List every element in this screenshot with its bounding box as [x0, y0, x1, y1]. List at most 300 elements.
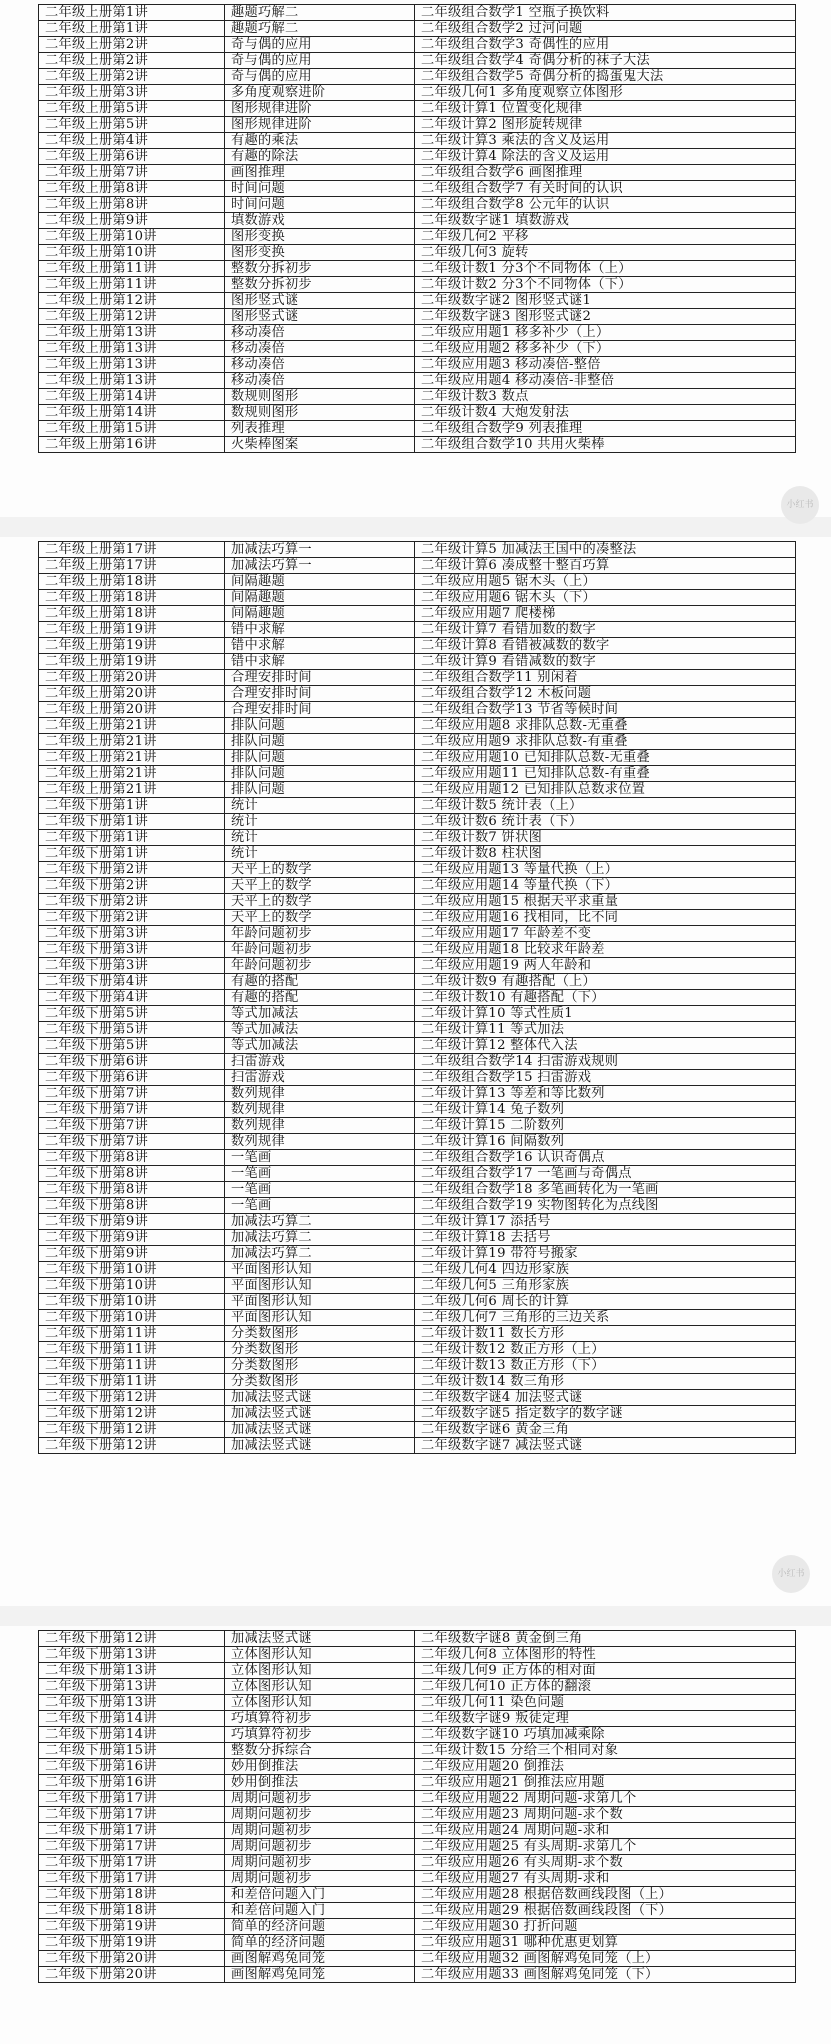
module-cell: 二年级数字谜9 叛徒定理: [415, 1711, 796, 1727]
table-row: [39, 165, 796, 181]
table-row: [39, 197, 796, 213]
grade-lecture-cell: 二年级下册第17讲: [39, 1791, 225, 1807]
module-cell: 二年级应用题29 根据倍数画线段图（下）: [415, 1903, 796, 1919]
topic-cell: 数列规律: [225, 1086, 415, 1102]
topic-cell: 图形规律进阶: [225, 117, 415, 133]
grade-lecture-cell: 二年级下册第11讲: [39, 1342, 225, 1358]
grade-lecture-cell: 二年级下册第15讲: [39, 1743, 225, 1759]
table-row: [39, 718, 796, 734]
module-cell: 二年级几何11 染色问题: [415, 1695, 796, 1711]
table-row: [39, 830, 796, 846]
grade-lecture-cell: 二年级下册第13讲: [39, 1679, 225, 1695]
table-row: [39, 1326, 796, 1342]
module-cell: 二年级组合数学10 共用火柴棒: [415, 437, 796, 453]
module-cell: 二年级计数3 数点: [415, 389, 796, 405]
grade-lecture-cell: 二年级上册第1讲: [39, 5, 225, 21]
module-cell: 二年级计数15 分给三个相同对象: [415, 1743, 796, 1759]
topic-cell: 周期问题初步: [225, 1791, 415, 1807]
table-row: [39, 325, 796, 341]
module-cell: 二年级应用题5 锯木头（上）: [415, 574, 796, 590]
table-row: [39, 1711, 796, 1727]
table-row: [39, 846, 796, 862]
grade-lecture-cell: 二年级上册第21讲: [39, 718, 225, 734]
topic-cell: 错中求解: [225, 638, 415, 654]
table-row: [39, 1823, 796, 1839]
module-cell: 二年级组合数学9 列表推理: [415, 421, 796, 437]
table-row: [39, 894, 796, 910]
grade-lecture-cell: 二年级上册第10讲: [39, 229, 225, 245]
grade-lecture-cell: 二年级下册第3讲: [39, 958, 225, 974]
module-cell: 二年级应用题16 找相同，比不同: [415, 910, 796, 926]
grade-lecture-cell: 二年级下册第18讲: [39, 1903, 225, 1919]
grade-lecture-cell: 二年级下册第19讲: [39, 1919, 225, 1935]
table-row: [39, 1086, 796, 1102]
module-cell: 二年级应用题28 根据倍数画线段图（上）: [415, 1887, 796, 1903]
topic-cell: 加减法巧算二: [225, 1214, 415, 1230]
grade-lecture-cell: 二年级下册第2讲: [39, 910, 225, 926]
topic-cell: 图形规律进阶: [225, 101, 415, 117]
module-cell: 二年级数字谜1 填数游戏: [415, 213, 796, 229]
topic-cell: 分类数图形: [225, 1326, 415, 1342]
topic-cell: 填数游戏: [225, 213, 415, 229]
table-row: [39, 1198, 796, 1214]
module-cell: 二年级应用题13 等量代换（上）: [415, 862, 796, 878]
topic-cell: 统计: [225, 846, 415, 862]
table-row: [39, 1278, 796, 1294]
topic-cell: 年龄问题初步: [225, 942, 415, 958]
grade-lecture-cell: 二年级上册第6讲: [39, 149, 225, 165]
grade-lecture-cell: 二年级上册第1讲: [39, 21, 225, 37]
grade-lecture-cell: 二年级下册第20讲: [39, 1951, 225, 1967]
grade-lecture-cell: 二年级下册第10讲: [39, 1262, 225, 1278]
lesson-table: [38, 541, 796, 1454]
table-row: [39, 437, 796, 453]
table-row: [39, 1807, 796, 1823]
topic-cell: 分类数图形: [225, 1342, 415, 1358]
module-cell: 二年级计算13 等差和等比数列: [415, 1086, 796, 1102]
table-row: [39, 1727, 796, 1743]
module-cell: 二年级组合数学1 空瓶子换饮料: [415, 5, 796, 21]
module-cell: 二年级计算1 位置变化规律: [415, 101, 796, 117]
table-row: [39, 1855, 796, 1871]
table-row: [39, 1054, 796, 1070]
module-cell: 二年级应用题32 画图解鸡兔同笼（上）: [415, 1951, 796, 1967]
module-cell: 二年级几何3 旋转: [415, 245, 796, 261]
grade-lecture-cell: 二年级下册第9讲: [39, 1246, 225, 1262]
module-cell: 二年级组合数学17 一笔画与奇偶点: [415, 1166, 796, 1182]
table-row: [39, 357, 796, 373]
table-row: [39, 1647, 796, 1663]
topic-cell: 排队问题: [225, 750, 415, 766]
grade-lecture-cell: 二年级上册第12讲: [39, 293, 225, 309]
grade-lecture-cell: 二年级下册第9讲: [39, 1214, 225, 1230]
topic-cell: 立体图形认知: [225, 1695, 415, 1711]
grade-lecture-cell: 二年级下册第7讲: [39, 1118, 225, 1134]
module-cell: 二年级计算15 二阶数列: [415, 1118, 796, 1134]
module-cell: 二年级几何1 多角度观察立体图形: [415, 85, 796, 101]
module-cell: 二年级计算3 乘法的含义及运用: [415, 133, 796, 149]
grade-lecture-cell: 二年级下册第2讲: [39, 862, 225, 878]
table-row: [39, 1631, 796, 1647]
table-row: [39, 1438, 796, 1454]
grade-lecture-cell: 二年级上册第5讲: [39, 117, 225, 133]
grade-lecture-cell: 二年级下册第5讲: [39, 1022, 225, 1038]
grade-lecture-cell: 二年级上册第13讲: [39, 373, 225, 389]
table-row: [39, 1871, 796, 1887]
module-cell: 二年级应用题21 倒推法应用题: [415, 1775, 796, 1791]
table-row: [39, 1230, 796, 1246]
table-row: [39, 1342, 796, 1358]
grade-lecture-cell: 二年级上册第21讲: [39, 766, 225, 782]
module-cell: 二年级应用题26 有头周期-求个数: [415, 1855, 796, 1871]
module-cell: 二年级组合数学2 过河问题: [415, 21, 796, 37]
module-cell: 二年级组合数学18 多笔画转化为一笔画: [415, 1182, 796, 1198]
topic-cell: 一笔画: [225, 1182, 415, 1198]
table-row: [39, 686, 796, 702]
grade-lecture-cell: 二年级上册第20讲: [39, 702, 225, 718]
table-row: [39, 814, 796, 830]
table-row: [39, 798, 796, 814]
module-cell: 二年级组合数学14 扫雷游戏规则: [415, 1054, 796, 1070]
topic-cell: 年龄问题初步: [225, 958, 415, 974]
grade-lecture-cell: 二年级下册第12讲: [39, 1422, 225, 1438]
table-row: [39, 1422, 796, 1438]
grade-lecture-cell: 二年级上册第8讲: [39, 181, 225, 197]
grade-lecture-cell: 二年级上册第13讲: [39, 357, 225, 373]
table-row: [39, 213, 796, 229]
module-cell: 二年级计数7 饼状图: [415, 830, 796, 846]
topic-cell: 分类数图形: [225, 1358, 415, 1374]
module-cell: 二年级应用题27 有头周期-求和: [415, 1871, 796, 1887]
topic-cell: 移动凑倍: [225, 325, 415, 341]
table-row: [39, 1214, 796, 1230]
topic-cell: 错中求解: [225, 654, 415, 670]
grade-lecture-cell: 二年级上册第11讲: [39, 261, 225, 277]
module-cell: 二年级计算9 看错减数的数字: [415, 654, 796, 670]
table-row: [39, 1262, 796, 1278]
module-cell: 二年级计算8 看错被减数的数字: [415, 638, 796, 654]
topic-cell: 加减法竖式谜: [225, 1390, 415, 1406]
lesson-table: [38, 1630, 796, 1983]
grade-lecture-cell: 二年级上册第16讲: [39, 437, 225, 453]
grade-lecture-cell: 二年级下册第12讲: [39, 1631, 225, 1647]
table-row: [39, 1374, 796, 1390]
xiaohongshu-watermark: 小红书: [781, 486, 819, 524]
table-row: [39, 1903, 796, 1919]
module-cell: 二年级计算10 等式性质1: [415, 1006, 796, 1022]
grade-lecture-cell: 二年级上册第17讲: [39, 558, 225, 574]
table-row: [39, 1390, 796, 1406]
table-row: [39, 1102, 796, 1118]
module-cell: 二年级组合数学7 有关时间的认识: [415, 181, 796, 197]
module-cell: 二年级几何10 正方体的翻滚: [415, 1679, 796, 1695]
table-section-1: [38, 4, 795, 453]
table-row: [39, 1358, 796, 1374]
topic-cell: 加减法巧算二: [225, 1230, 415, 1246]
module-cell: 二年级应用题9 求排队总数-有重叠: [415, 734, 796, 750]
grade-lecture-cell: 二年级上册第3讲: [39, 85, 225, 101]
grade-lecture-cell: 二年级下册第14讲: [39, 1711, 225, 1727]
topic-cell: 整数分拆初步: [225, 277, 415, 293]
topic-cell: 简单的经济问题: [225, 1935, 415, 1951]
topic-cell: 数规则图形: [225, 389, 415, 405]
topic-cell: 等式加减法: [225, 1022, 415, 1038]
grade-lecture-cell: 二年级下册第11讲: [39, 1326, 225, 1342]
module-cell: 二年级应用题12 已知排队总数求位置: [415, 782, 796, 798]
module-cell: 二年级计算5 加减法王国中的凑整法: [415, 542, 796, 558]
topic-cell: 时间问题: [225, 197, 415, 213]
topic-cell: 移动凑倍: [225, 341, 415, 357]
module-cell: 二年级应用题23 周期问题-求个数: [415, 1807, 796, 1823]
grade-lecture-cell: 二年级下册第10讲: [39, 1278, 225, 1294]
topic-cell: 奇与偶的应用: [225, 69, 415, 85]
table-row: [39, 1406, 796, 1422]
module-cell: 二年级应用题10 已知排队总数-无重叠: [415, 750, 796, 766]
topic-cell: 和差倍问题入门: [225, 1887, 415, 1903]
topic-cell: 趣题巧解二: [225, 21, 415, 37]
grade-lecture-cell: 二年级上册第18讲: [39, 606, 225, 622]
topic-cell: 妙用倒推法: [225, 1775, 415, 1791]
grade-lecture-cell: 二年级下册第1讲: [39, 798, 225, 814]
table-row: [39, 229, 796, 245]
grade-lecture-cell: 二年级下册第7讲: [39, 1102, 225, 1118]
topic-cell: 排队问题: [225, 782, 415, 798]
topic-cell: 平面图形认知: [225, 1278, 415, 1294]
grade-lecture-cell: 二年级下册第3讲: [39, 942, 225, 958]
grade-lecture-cell: 二年级下册第19讲: [39, 1935, 225, 1951]
module-cell: 二年级数字谜10 巧填加减乘除: [415, 1727, 796, 1743]
module-cell: 二年级应用题11 已知排队总数-有重叠: [415, 766, 796, 782]
topic-cell: 有趣的乘法: [225, 133, 415, 149]
table-row: [39, 293, 796, 309]
topic-cell: 移动凑倍: [225, 373, 415, 389]
module-cell: 二年级计算6 凑成整十整百巧算: [415, 558, 796, 574]
module-cell: 二年级几何5 三角形家族: [415, 1278, 796, 1294]
module-cell: 二年级应用题30 打折问题: [415, 1919, 796, 1935]
grade-lecture-cell: 二年级上册第10讲: [39, 245, 225, 261]
lesson-table: [38, 4, 796, 453]
table-row: [39, 149, 796, 165]
topic-cell: 数列规律: [225, 1102, 415, 1118]
table-row: [39, 1022, 796, 1038]
section-gap: [0, 517, 831, 537]
grade-lecture-cell: 二年级下册第1讲: [39, 814, 225, 830]
topic-cell: 有趣的搭配: [225, 990, 415, 1006]
grade-lecture-cell: 二年级下册第17讲: [39, 1807, 225, 1823]
table-row: [39, 622, 796, 638]
table-row: [39, 85, 796, 101]
table-row: [39, 69, 796, 85]
topic-cell: 奇与偶的应用: [225, 37, 415, 53]
grade-lecture-cell: 二年级下册第8讲: [39, 1166, 225, 1182]
table-row: [39, 1775, 796, 1791]
module-cell: 二年级组合数学8 公元年的认识: [415, 197, 796, 213]
topic-cell: 多角度观察进阶: [225, 85, 415, 101]
topic-cell: 数列规律: [225, 1134, 415, 1150]
topic-cell: 周期问题初步: [225, 1807, 415, 1823]
module-cell: 二年级计数13 数正方形（下）: [415, 1358, 796, 1374]
grade-lecture-cell: 二年级下册第13讲: [39, 1647, 225, 1663]
table-row: [39, 1743, 796, 1759]
topic-cell: 扫雷游戏: [225, 1070, 415, 1086]
grade-lecture-cell: 二年级上册第11讲: [39, 277, 225, 293]
module-cell: 二年级应用题19 两人年龄和: [415, 958, 796, 974]
grade-lecture-cell: 二年级下册第17讲: [39, 1855, 225, 1871]
table-row: [39, 1150, 796, 1166]
grade-lecture-cell: 二年级下册第10讲: [39, 1310, 225, 1326]
topic-cell: 平面图形认知: [225, 1294, 415, 1310]
module-cell: 二年级组合数学5 奇偶分析的捣蛋鬼大法: [415, 69, 796, 85]
topic-cell: 画图推理: [225, 165, 415, 181]
topic-cell: 加减法竖式谜: [225, 1422, 415, 1438]
table-row: [39, 670, 796, 686]
topic-cell: 火柴棒图案: [225, 437, 415, 453]
table-row: [39, 942, 796, 958]
module-cell: 二年级数字谜7 减法竖式谜: [415, 1438, 796, 1454]
topic-cell: 天平上的数学: [225, 878, 415, 894]
module-cell: 二年级计数5 统计表（上）: [415, 798, 796, 814]
module-cell: 二年级计算16 间隔数列: [415, 1134, 796, 1150]
section-gap: [0, 1606, 831, 1626]
topic-cell: 天平上的数学: [225, 894, 415, 910]
grade-lecture-cell: 二年级下册第17讲: [39, 1839, 225, 1855]
table-row: [39, 750, 796, 766]
module-cell: 二年级应用题24 周期问题-求和: [415, 1823, 796, 1839]
module-cell: 二年级应用题25 有头周期-求第几个: [415, 1839, 796, 1855]
topic-cell: 周期问题初步: [225, 1871, 415, 1887]
module-cell: 二年级几何6 周长的计算: [415, 1294, 796, 1310]
topic-cell: 数列规律: [225, 1118, 415, 1134]
module-cell: 二年级计算18 去括号: [415, 1230, 796, 1246]
topic-cell: 间隔趣题: [225, 590, 415, 606]
grade-lecture-cell: 二年级下册第12讲: [39, 1406, 225, 1422]
topic-cell: 统计: [225, 798, 415, 814]
table-row: [39, 1935, 796, 1951]
module-cell: 二年级应用题22 周期问题-求第几个: [415, 1791, 796, 1807]
topic-cell: 周期问题初步: [225, 1823, 415, 1839]
module-cell: 二年级几何8 立体图形的特性: [415, 1647, 796, 1663]
grade-lecture-cell: 二年级下册第8讲: [39, 1198, 225, 1214]
grade-lecture-cell: 二年级下册第16讲: [39, 1775, 225, 1791]
table-row: [39, 1246, 796, 1262]
table-row: [39, 1166, 796, 1182]
grade-lecture-cell: 二年级下册第1讲: [39, 830, 225, 846]
module-cell: 二年级组合数学15 扫雷游戏: [415, 1070, 796, 1086]
grade-lecture-cell: 二年级上册第2讲: [39, 53, 225, 69]
table-row: [39, 37, 796, 53]
topic-cell: 画图解鸡兔同笼: [225, 1951, 415, 1967]
topic-cell: 一笔画: [225, 1198, 415, 1214]
table-row: [39, 133, 796, 149]
module-cell: 二年级数字谜2 图形竖式谜1: [415, 293, 796, 309]
module-cell: 二年级几何4 四边形家族: [415, 1262, 796, 1278]
module-cell: 二年级计算2 图形旋转规律: [415, 117, 796, 133]
topic-cell: 趣题巧解二: [225, 5, 415, 21]
grade-lecture-cell: 二年级下册第7讲: [39, 1086, 225, 1102]
table-row: [39, 974, 796, 990]
topic-cell: 整数分拆初步: [225, 261, 415, 277]
topic-cell: 排队问题: [225, 766, 415, 782]
topic-cell: 年龄问题初步: [225, 926, 415, 942]
topic-cell: 一笔画: [225, 1166, 415, 1182]
grade-lecture-cell: 二年级下册第2讲: [39, 878, 225, 894]
module-cell: 二年级组合数学13 节省等候时间: [415, 702, 796, 718]
grade-lecture-cell: 二年级下册第12讲: [39, 1390, 225, 1406]
topic-cell: 等式加减法: [225, 1038, 415, 1054]
grade-lecture-cell: 二年级上册第21讲: [39, 750, 225, 766]
grade-lecture-cell: 二年级上册第8讲: [39, 197, 225, 213]
topic-cell: 妙用倒推法: [225, 1759, 415, 1775]
module-cell: 二年级应用题14 等量代换（下）: [415, 878, 796, 894]
table-row: [39, 341, 796, 357]
topic-cell: 统计: [225, 830, 415, 846]
topic-cell: 分类数图形: [225, 1374, 415, 1390]
grade-lecture-cell: 二年级上册第9讲: [39, 213, 225, 229]
grade-lecture-cell: 二年级下册第3讲: [39, 926, 225, 942]
topic-cell: 加减法巧算一: [225, 542, 415, 558]
grade-lecture-cell: 二年级上册第20讲: [39, 670, 225, 686]
table-row: [39, 654, 796, 670]
grade-lecture-cell: 二年级上册第20讲: [39, 686, 225, 702]
grade-lecture-cell: 二年级下册第14讲: [39, 1727, 225, 1743]
grade-lecture-cell: 二年级下册第4讲: [39, 974, 225, 990]
table-row: [39, 421, 796, 437]
topic-cell: 简单的经济问题: [225, 1919, 415, 1935]
table-row: [39, 1951, 796, 1967]
topic-cell: 有趣的搭配: [225, 974, 415, 990]
module-cell: 二年级计算17 添括号: [415, 1214, 796, 1230]
module-cell: 二年级计算4 除法的含义及运用: [415, 149, 796, 165]
grade-lecture-cell: 二年级下册第4讲: [39, 990, 225, 1006]
topic-cell: 图形竖式谜: [225, 309, 415, 325]
topic-cell: 图形变换: [225, 245, 415, 261]
module-cell: 二年级组合数学4 奇偶分析的袜子大法: [415, 53, 796, 69]
module-cell: 二年级计数12 数正方形（上）: [415, 1342, 796, 1358]
table-row: [39, 1134, 796, 1150]
module-cell: 二年级组合数学12 木板问题: [415, 686, 796, 702]
table-row: [39, 1663, 796, 1679]
module-cell: 二年级应用题1 移多补少（上）: [415, 325, 796, 341]
table-row: [39, 117, 796, 133]
table-row: [39, 1967, 796, 1983]
topic-cell: 巧填算符初步: [225, 1711, 415, 1727]
grade-lecture-cell: 二年级上册第17讲: [39, 542, 225, 558]
table-row: [39, 734, 796, 750]
table-row: [39, 878, 796, 894]
module-cell: 二年级计算19 带符号搬家: [415, 1246, 796, 1262]
module-cell: 二年级计数2 分3个不同物体（下）: [415, 277, 796, 293]
table-row: [39, 261, 796, 277]
topic-cell: 周期问题初步: [225, 1855, 415, 1871]
grade-lecture-cell: 二年级下册第6讲: [39, 1070, 225, 1086]
topic-cell: 立体图形认知: [225, 1663, 415, 1679]
module-cell: 二年级数字谜8 黄金倒三角: [415, 1631, 796, 1647]
grade-lecture-cell: 二年级上册第19讲: [39, 638, 225, 654]
grade-lecture-cell: 二年级下册第1讲: [39, 846, 225, 862]
table-row: [39, 1759, 796, 1775]
topic-cell: 加减法竖式谜: [225, 1631, 415, 1647]
table-row: [39, 1791, 796, 1807]
module-cell: 二年级应用题7 爬楼梯: [415, 606, 796, 622]
table-row: [39, 1887, 796, 1903]
table-row: [39, 1182, 796, 1198]
table-row: [39, 5, 796, 21]
module-cell: 二年级数字谜4 加法竖式谜: [415, 1390, 796, 1406]
topic-cell: 排队问题: [225, 734, 415, 750]
grade-lecture-cell: 二年级下册第13讲: [39, 1663, 225, 1679]
module-cell: 二年级计数6 统计表（下）: [415, 814, 796, 830]
grade-lecture-cell: 二年级下册第2讲: [39, 894, 225, 910]
